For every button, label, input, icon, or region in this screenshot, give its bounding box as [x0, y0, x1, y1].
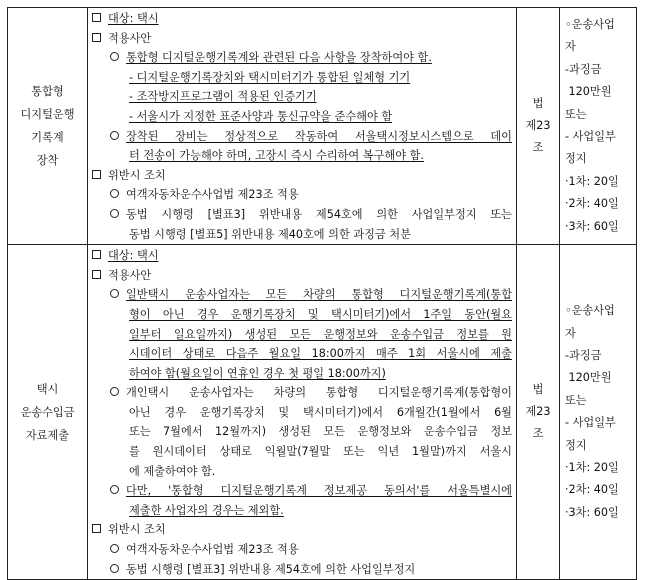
scope-item-continued: 를 원시데이터 상태로 익월말(7월말 또는 익년 1월말)까지 서울시: [129, 445, 512, 459]
square-bullet-icon: [92, 270, 101, 279]
row-title-line: 디지털운행: [20, 108, 75, 122]
penalty-line: 또는: [565, 393, 587, 407]
law-line: 조: [532, 427, 544, 441]
penalty-line: 또는: [565, 107, 587, 121]
row-content-cell: [88, 245, 517, 580]
scope-item-continued: 에 제출하여야 함.: [129, 464, 216, 478]
scope-item-continued: 시데이터 상태로 다음주 월요일 18:00까지 매주 1회 서울시에 제출: [129, 347, 512, 361]
circle-bullet-icon: [110, 209, 119, 218]
scope-item-continued: 제출한 사업자의 경우는 제외함.: [129, 503, 284, 517]
law-line: 제23: [525, 405, 551, 419]
circle-bullet-icon: [110, 189, 119, 198]
circle-bullet-icon: [110, 544, 119, 553]
penalty-line: 정지: [565, 152, 587, 166]
scope-item: 통합형 디지털운행기록계와 관련된 다음 사항을 장착하여야 함.: [91, 48, 512, 68]
square-bullet-icon: [92, 13, 101, 22]
row-title-cell: [8, 8, 88, 245]
penalty-line: 120만원: [565, 371, 612, 385]
row-title-line: 운송수입금: [20, 405, 75, 419]
violation-item: 동법 시행령 [별표3] 위반내용 제54호에 의한 사업일부정지 또는: [91, 205, 512, 225]
violation-item-continued: 동법 시행령 [별표5] 위반내용 제40호에 의한 과징금 처분: [129, 227, 411, 241]
penalty-line: ·2차: 40일: [565, 197, 619, 211]
scope-heading: 적용사안: [91, 266, 512, 286]
penalty-line: - 사업일부: [565, 416, 616, 430]
scope-item-continued: 일부터 일요일까지) 생성된 모든 운행정보와 운송수입금 정보를 원: [129, 327, 512, 341]
violation-item: 여객자동차운수사업법 제23조 적용: [91, 185, 512, 205]
table-row: [8, 8, 637, 245]
circle-bullet-icon: [110, 564, 119, 573]
violation-item: 동법 시행령 [별표3] 위반내용 제54호에 의한 사업일부정지: [91, 560, 512, 580]
penalty-line: 자: [565, 326, 576, 340]
square-bullet-icon: [92, 33, 101, 42]
violation-item: 여객자동차운수사업법 제23조 적용: [91, 540, 512, 560]
law-line: 법: [532, 97, 544, 111]
scope-heading: 적용사안: [91, 29, 512, 49]
row-content-cell: [88, 8, 517, 245]
square-bullet-icon: [92, 170, 101, 179]
scope-item: 개인택시 운송사업자는 차량의 통합형 디지털운행기록계(통합형이: [91, 383, 512, 403]
law-line: 법: [532, 383, 544, 397]
law-cell: [517, 245, 560, 580]
law-cell: [517, 8, 560, 245]
penalty-line: -과징금: [565, 62, 602, 76]
circle-bullet-icon: [110, 131, 119, 140]
penalty-cell: [560, 8, 637, 245]
scope-subitem: - 조작방지프로그램이 적용된 인증기기: [129, 90, 317, 104]
row-title-line: 자료제출: [25, 428, 70, 442]
scope-item: 장착된 장비는 정상적으로 작동하여 서울택시정보시스템으로 데이: [91, 127, 512, 147]
circle-bullet-icon: [110, 52, 119, 61]
row-title-cell: [8, 245, 88, 580]
scope-item-continued: 형이 아닌 경우 운행기록장치 및 택시미터기)에서 1주일 동안(월요: [129, 307, 512, 321]
penalty-line: ·3차: 60일: [565, 505, 619, 519]
penalty-line: ◦운송사업: [565, 304, 615, 318]
penalty-line: 120만원: [565, 85, 612, 99]
row-title-line: 택시: [36, 382, 59, 396]
target-line: 대상: 택시: [91, 9, 512, 29]
penalty-line: 정지: [565, 438, 587, 452]
row-title-line: 통합형: [31, 85, 64, 99]
violation-heading: 위반시 조치: [91, 166, 512, 186]
penalty-line: ·3차: 60일: [565, 219, 619, 233]
law-line: 제23: [525, 119, 551, 133]
scope-item: 일반택시 운송사업자는 모든 차량의 통합형 디지털운행기록계(통합: [91, 285, 512, 305]
law-line: 조: [532, 141, 544, 155]
penalty-line: -과징금: [565, 348, 602, 362]
scope-item-continued: 터 전송이 가능해야 하며, 고장시 즉시 수리하여 복구해야 함.: [129, 149, 424, 163]
square-bullet-icon: [92, 250, 101, 259]
penalty-line: ·1차: 20일: [565, 174, 619, 188]
circle-bullet-icon: [110, 289, 119, 298]
penalty-line: ·2차: 40일: [565, 483, 619, 497]
scope-item-continued: 아닌 경우 운행기록장치 및 택시미터기)에서 6개월간(1월에서 6월: [129, 405, 512, 419]
row-title-line: 장착: [36, 154, 59, 168]
target-line: 대상: 택시: [91, 246, 512, 266]
circle-bullet-icon: [110, 485, 119, 494]
penalty-line: - 사업일부: [565, 130, 616, 144]
square-bullet-icon: [92, 524, 101, 533]
penalty-cell: [560, 245, 637, 580]
penalty-line: ◦운송사업: [565, 18, 615, 32]
table-row: [8, 245, 637, 580]
regulation-table: [7, 7, 637, 580]
violation-heading: 위반시 조치: [91, 520, 512, 540]
row-title-line: 기록계: [31, 131, 64, 145]
circle-bullet-icon: [110, 387, 119, 396]
scope-item: 다만, '통합형 디지털운행기록계 정보제공 동의서'를 서울특별시에: [91, 481, 512, 501]
scope-item-continued: 또는 7월에서 12월까지) 생성된 모든 운행정보와 운송수입금 정보: [129, 425, 512, 439]
penalty-line: 자: [565, 40, 576, 54]
scope-subitem: - 디지털운행기록장치와 택시미터기가 통합된 일체형 기기: [129, 70, 411, 84]
scope-item-continued: 하여야 함(월요일이 연휴인 경우 첫 평일 18:00까지): [129, 366, 386, 380]
penalty-line: ·1차: 20일: [565, 460, 619, 474]
scope-subitem: - 서울시가 지정한 표준사양과 통신규약을 준수해야 함: [129, 109, 393, 123]
